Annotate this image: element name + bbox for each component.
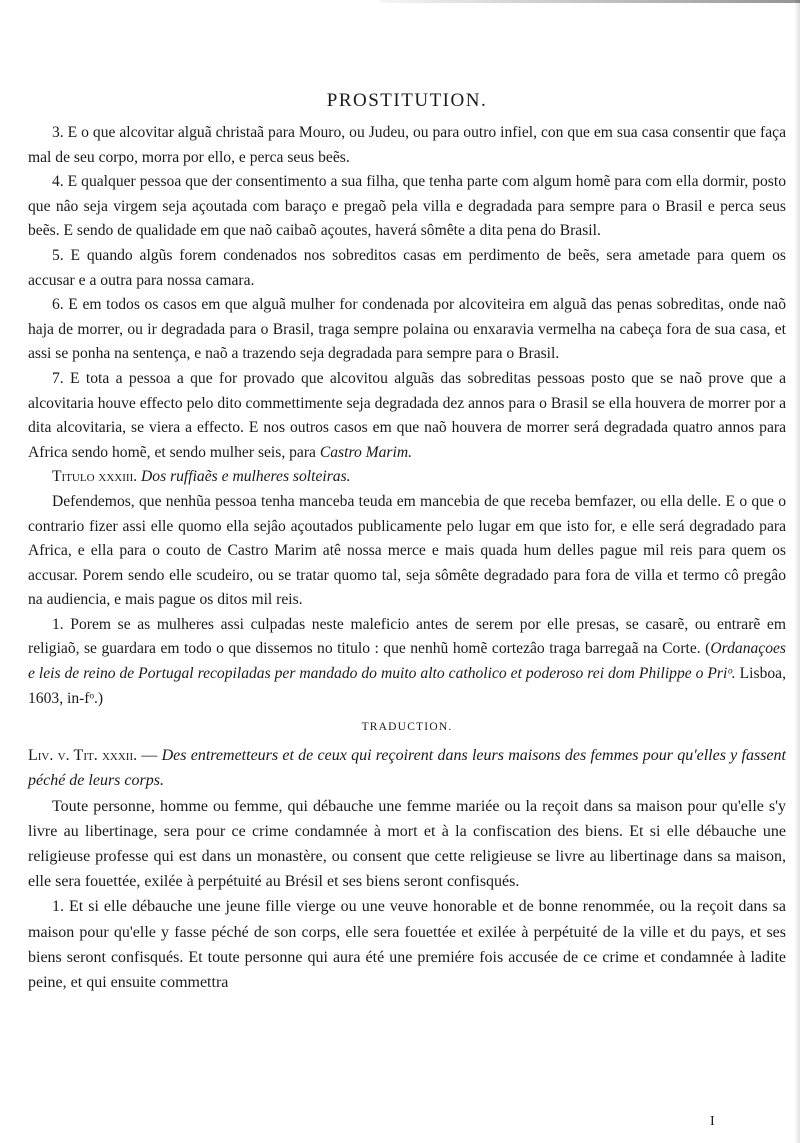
book-page <box>28 0 786 1143</box>
titulo-label: Titulo <box>52 468 95 486</box>
paragraph-1-text: 1. Porem se as mulheres assi culpadas neste maleficio antes de serem por elle presas, se casarẽ, ou entrarẽ em religiaõ, se guardara em todo o que dissemos no titulo : que nenhũ homẽ cortezâo traga barregaã na Corte. ( <box>28 615 786 658</box>
livre-titre-heading <box>28 743 786 793</box>
paragraph-5: 5. E quando algũs forem condenados nos sobreditos casas em perdimento de beẽs, sera ametade para quem os accusar e a outra para nossa camara. <box>28 246 786 289</box>
titulo-number: xxxiii. <box>94 468 142 486</box>
paragraph-6: 6. E em todos os casos em que alguã mulher for condenada por alcoviteira em alguã das penas sobreditas, onde naõ haja de morrer, ou ir degradada para o Brasil, traga sempre polaina ou enxaravia vermelha na cabeça fora de sua casa, et assi se ponha na sentença, e naõ a trazendo seja degradada para sempre para o Brasil. <box>28 296 786 363</box>
signature-mark: I <box>710 1114 715 1129</box>
paragraph-7-place: Castro Marim. <box>319 443 412 461</box>
portuguese-section <box>28 121 786 711</box>
running-head: PROSTITUTION. <box>326 90 488 111</box>
scan-edge-shadow <box>794 0 800 1143</box>
paragraph-3: 3. E o que alcovitar alguã christaã para Mouro, ou Judeu, ou para outro infiel, con que em sua casa consentir que faça mal de seu corpo, morra por ello, e perca seus beẽs. <box>28 124 786 166</box>
titre-title: Des entremetteurs et de ceux qui reçoirent dans leurs maisons des femmes pour qu'elles y fassent péché de leurs corps. <box>28 747 786 790</box>
titulo-heading <box>28 465 786 490</box>
paragraph-1-fr: 1. Et si elle débauche une jeune fille vierge ou une veuve honorable et de bonne renommée, ou la reçoit dans sa maison pour qu'elle y fasse péché de son corps, elle sera fouettée et exilée à perpétuité de la ville et du pays, et ses biens seront confisqués. Et toute personne qui aura été une premiére fois accusée de ce crime et condamnée à ladite peine, et qui ensuite commettra <box>28 898 786 992</box>
paragraph-7 <box>28 367 786 465</box>
titre-number: xxxii. — <box>97 747 162 765</box>
titulo-title: Dos ruffiaẽs e mulheres solteiras. <box>141 468 351 486</box>
titre-label: Tit. <box>73 747 98 765</box>
paragraph-7-text: 7. E tota a pessoa a que for provado que alcovitou alguãs das sobreditas pessoas posto que se naõ prove que a alcovitaria houve effecto pelo dito commettimente seja degradada dez annos para o Brasil se ella houvera de morrer por a dita alcovitaria, se viera a effecto. E nos outros casos em que naõ houvera de morrer será degradada quatro annos para Africa sendo homẽ, et sendo mulher seis, para <box>28 369 786 461</box>
paragraph-1-porem <box>28 613 786 711</box>
translation-heading: TRADUCTION. <box>361 721 453 734</box>
paragraph-4: 4. E qualquer pessoa que der consentimento a sua filha, que tenha parte com algum homẽ para com ella dormir, posto que nâo seja virgem seja açoutada com baraço e pregaõ pela villa e degradada para sempre para o Brasil e perca seus beẽs. E sendo de qualidade em que naõ caibaõ açoutes, haverá sômête a dita pena do Brasil. <box>28 173 786 240</box>
livre-number: v. <box>53 747 74 765</box>
paragraph-defendemos: Defendemos, que nenhũa pessoa tenha manceba teuda em mancebia de que receba bemfazer, ou ella delle. E o que o contrario fizer assi elle quomo ella sejâo açoutados publicamente pelo lugar em que isto for, e elle será degradado para Africa, e ella para o couto de Castro Marim atê nossa merce e mais quada hum delles pague mil reis para quem os accusar. Porem sendo elle scudeiro, ou se tratar quomo tal, seja sômête degradado para fora de villa et termo cô pregâo na audiencia, e mais pague os ditos mil reis. <box>28 492 786 609</box>
french-section <box>28 743 786 995</box>
citation-imprint: Lisboa, 1603, in-fᵒ.) <box>28 665 786 707</box>
ordenacoes-citation: Ordanaçoes e leis de reino de Portugal recopiladas per mandado do muito alto catholico et poderoso rei dom Philippe o Priᵒ. <box>28 640 786 683</box>
paragraph-toute-personne: Toute personne, homme ou femme, qui débauche une femme mariée ou la reçoit dans sa maison pour qu'elle s'y livre au libertinage, sera pour ce crime condamnée à mort et à la confiscation des biens. Et si elle débauche une religieuse professe qui est dans un monastère, ou consent que cette religieuse se livre au libertinage dans sa maison, elle sera fouettée, exilée à perpétuité au Brésil et ses biens seront confisqués. <box>28 797 786 891</box>
livre-label: Liv. <box>28 747 54 765</box>
